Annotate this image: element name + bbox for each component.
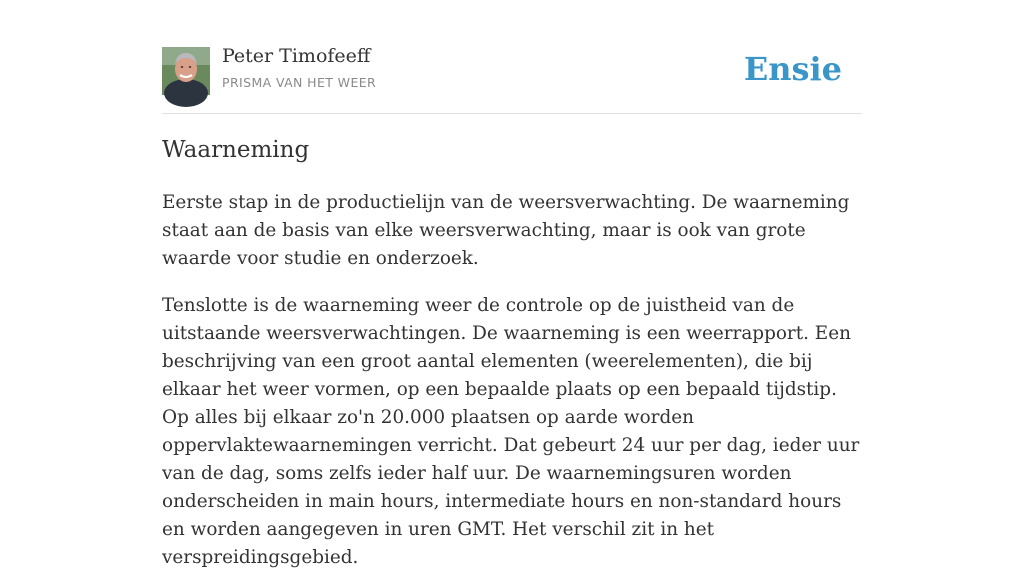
article-paragraph-1: Eerste stap in de productielijn van de weersverwachting. De waarneming staat aan de basis van elke weersverwachting, maar is ook van grote waarde voor studie en onderzoek. xyxy=(162,192,850,269)
article-header xyxy=(162,0,862,114)
article-title: Waarneming xyxy=(162,137,310,163)
author-source[interactable]: PRISMA VAN HET WEER xyxy=(222,75,377,90)
avatar-photo xyxy=(162,47,210,95)
author-avatar[interactable] xyxy=(162,47,210,95)
article-paragraph-2: Tenslotte is de waarneming weer de controle op de juistheid van de uitstaande weersverwachtingen. De waarneming is een weerrapport. Een beschrijving van een groot aantal elementen (weerelementen), die bij elkaar het weer vormen, op een bepaalde plaats op een bepaald tijdstip. Op alles bij elkaar zo'n 20.000 plaatsen op aarde worden oppervlaktewaarnemingen verricht. Dat gebeurt 24 uur per dag, ieder uur van de dag, soms zelfs ieder half uur. De waarnemingsuren worden onderscheiden in main hours, intermediate hours en non-standard hours en worden aangegeven in uren GMT. Het verschil zit in het verspreidingsgebied. xyxy=(162,295,860,568)
content-column xyxy=(162,0,862,568)
author-name[interactable]: Peter Timofeeff xyxy=(222,45,371,67)
brand-logo[interactable]: Ensie xyxy=(743,50,842,88)
